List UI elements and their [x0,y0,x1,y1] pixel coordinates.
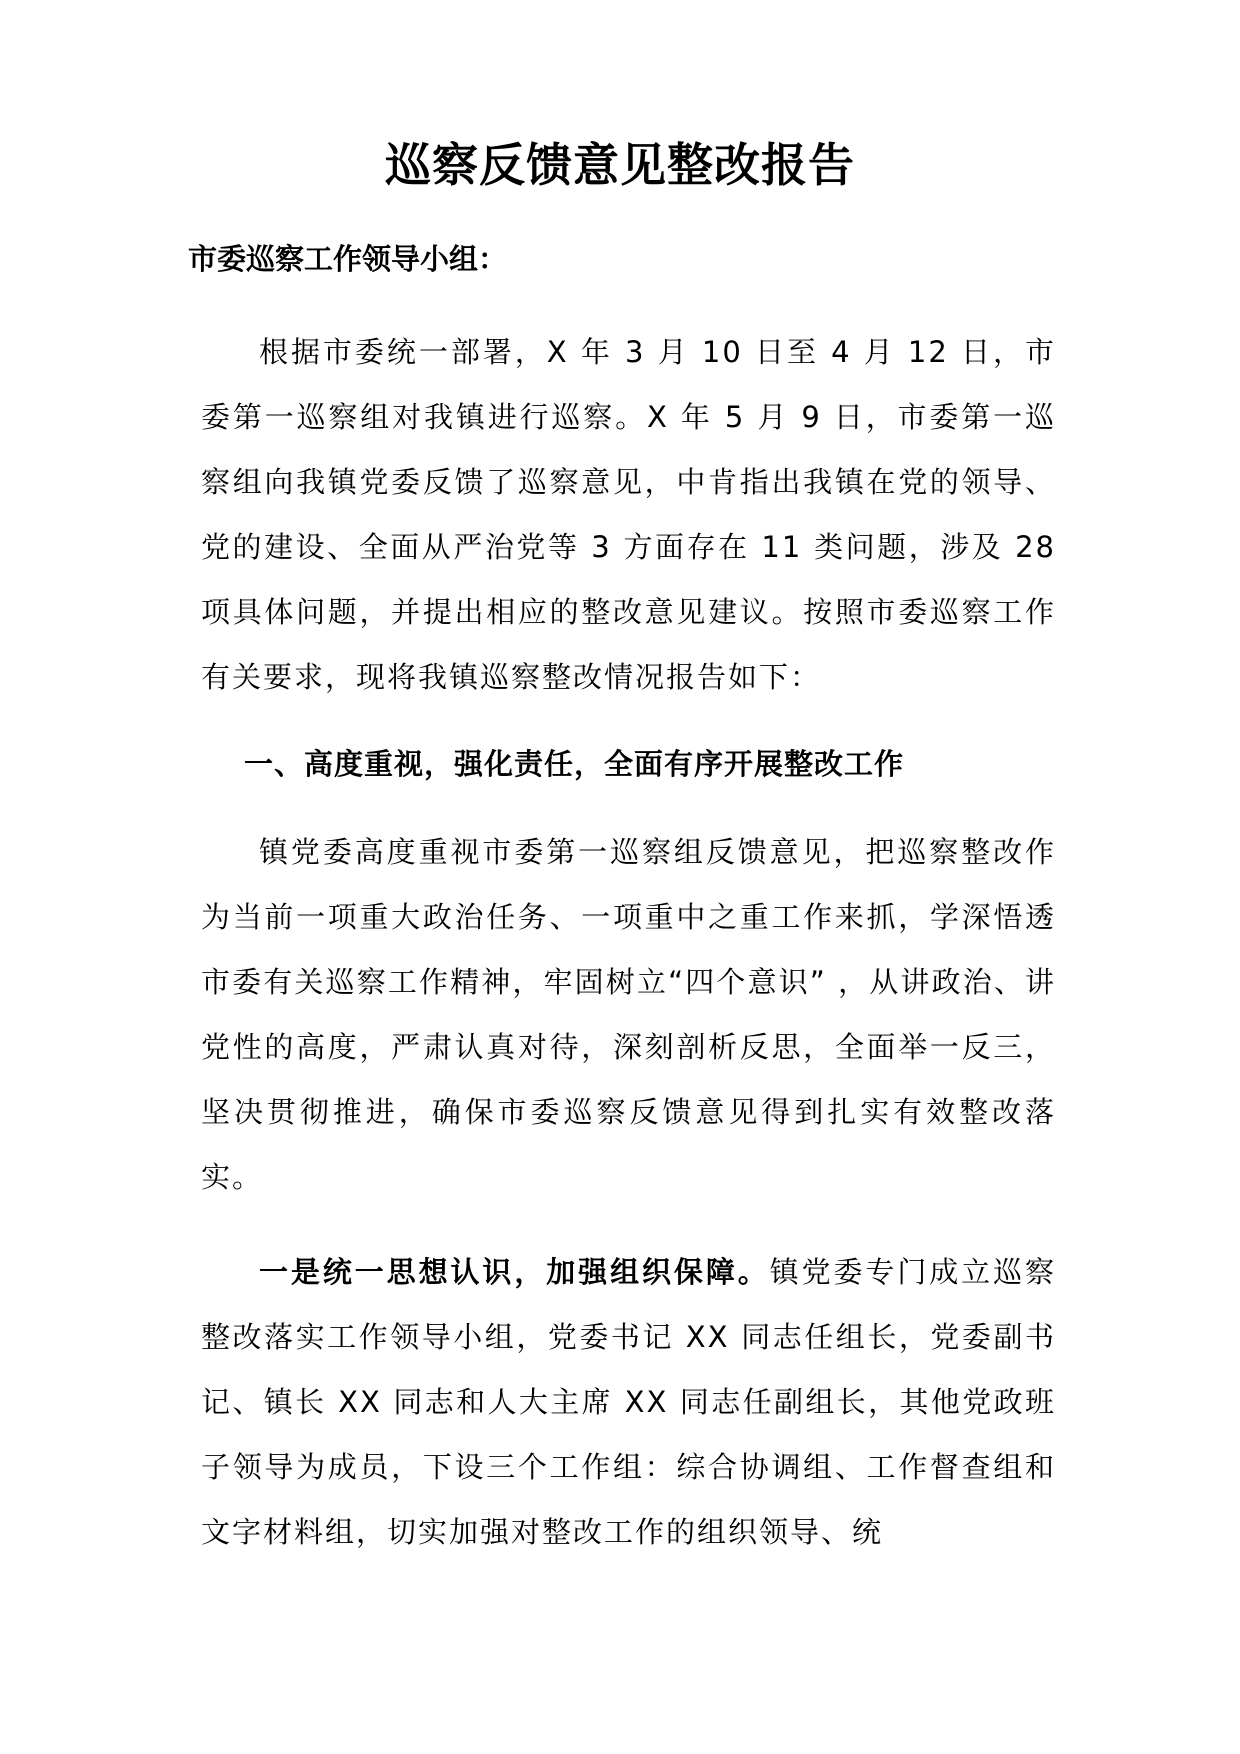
paragraph-organization [201,1240,1056,1565]
paragraph-section1: 镇党委高度重视市委第一巡察组反馈意见，把巡察整改作为当前一项重大政治任务、一项重中之重工作来抓，学深悟透市委有关巡察工作精神，牢固树立“四个意识” ，从讲政治、讲党性的高度，严肃认真对待，深刻剖析反思，全面举一反三，坚决贯彻推进，确保市委巡察反馈意见得到扎实有效整改落实。 [201,835,1056,1194]
paragraph-intro: 根据市委统一部署，X 年 3 月 10 日至 4 月 12 日，市委第一巡察组对我镇进行巡察。X 年 5 月 9 日，市委第一巡察组向我镇党委反馈了巡察意见，中肯指出我镇在党的领导、党的建设、全面从严治党等 3 方面存在 11 类问题，涉及 28 项具体问题，并提出相应的整改意见建议。按照市委巡察工作有关要求，现将我镇巡察整改情况报告如下： [201,335,1056,694]
document-title: 巡察反馈意见整改报告 [385,138,855,192]
paragraph-lead-text: 一是统一思想认识，加强组织保障。 [259,1255,770,1289]
salutation: 市委巡察工作领导小组： [188,242,508,276]
paragraph-body-text: 镇党委专门成立巡察整改落实工作领导小组，党委书记 XX 同志任组长，党委副书记、镇长 XX 同志和人大主席 XX 同志任副组长，其他党政班子领导为成员，下设三个工作组：综合协调组、工作督查组和文字材料组，切实加强对整改工作的组织领导、统 [201,1255,1056,1549]
section-heading-1: 一、高度重视，强化责任，全面有序开展整改工作 [244,747,905,781]
